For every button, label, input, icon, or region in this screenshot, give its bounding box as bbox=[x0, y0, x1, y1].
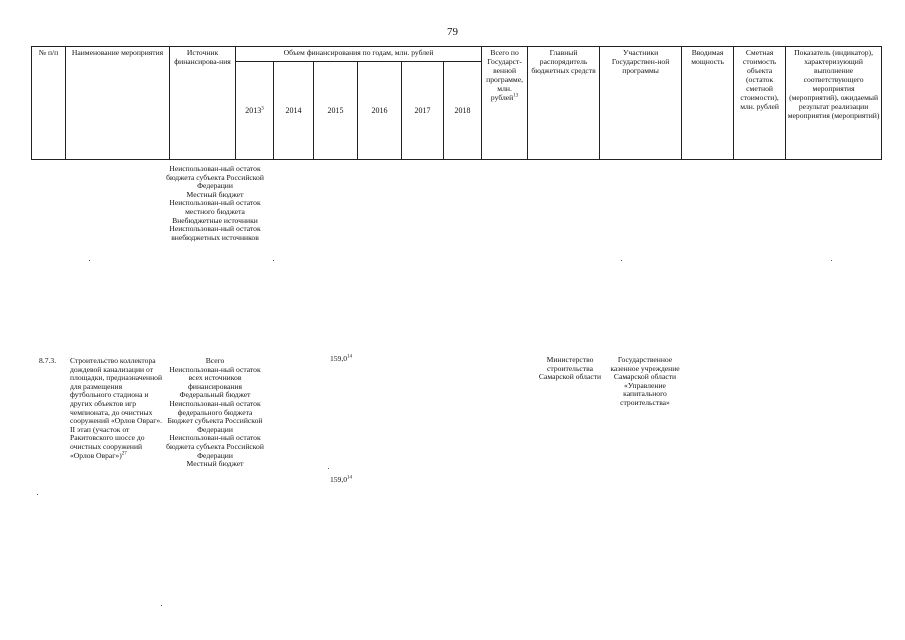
page-number: 79 bbox=[447, 26, 458, 38]
source-list-bottom bbox=[166, 357, 264, 469]
header-capacity: Вводимая мощность bbox=[682, 47, 734, 160]
header-main-manager: Главный распорядитель бюджетных средств bbox=[528, 47, 600, 160]
table-header bbox=[31, 46, 881, 160]
header-year-2013: 2013$^3$ bbox=[236, 62, 274, 160]
source-item: Бюджет субъекта Российской Федерации bbox=[167, 416, 263, 434]
header-participants: Участники Государствен-ной программы bbox=[600, 47, 682, 160]
scan-dot bbox=[621, 260, 622, 261]
main-manager-value: Министерство строительства Самарской области bbox=[538, 355, 602, 382]
scan-dot bbox=[328, 468, 329, 469]
item-name: Строительство коллектора дождевой канализации от площадки, предназначенной для размещения футбольного стадиона и других объектов игр чемпионата, до очистных сооружений «Орлов Овраг». II этап (участок от Ракитовского шоссе до очистных сооружений «Орлов Овраг»)$^{27}$ bbox=[70, 356, 163, 460]
source-item: Внебюджетные источники bbox=[172, 215, 258, 225]
header-name: Наименование мероприятия bbox=[66, 47, 170, 160]
header-estimated-cost: Сметная стоимость объекта (остаток сметной стоимости), млн. рублей bbox=[734, 47, 786, 160]
header-source: Источник финансирова-ния bbox=[170, 47, 236, 160]
header-total: Всего по Государст-венной программе, млн. рублей$^{13}$ bbox=[482, 47, 528, 160]
scan-dot bbox=[161, 605, 162, 606]
participant-value: Государственное казенное учреждение Самарской области «Управление капитального строительства» bbox=[610, 355, 680, 407]
table-body bbox=[31, 165, 881, 635]
scan-dot bbox=[273, 260, 274, 261]
source-item: Федеральный бюджет bbox=[179, 390, 251, 400]
header-year-2018: 2018 bbox=[444, 62, 482, 160]
source-item: Неиспользован-ный остаток всех источников финансирования bbox=[169, 364, 261, 391]
source-item: Местный бюджет bbox=[186, 459, 244, 469]
header-year-2017: 2017 bbox=[402, 62, 444, 160]
source-list-top bbox=[166, 165, 264, 242]
value-regional-2015: 159,0$^{14}$ bbox=[329, 475, 353, 484]
scan-dot bbox=[89, 260, 90, 261]
source-item: Неиспользован-ный остаток федерального бюджета bbox=[169, 398, 261, 417]
source-item: Неиспользован-ный остаток внебюджетных источников bbox=[169, 224, 261, 242]
header-year-2015: 2015 bbox=[314, 62, 358, 160]
item-number: 8.7.3. bbox=[39, 356, 57, 365]
header-indicator: Показатель (индикатор), характеризующий выполнение соответствующего мероприятия (мероприятий), ожидаемый результат реализации мероприятия (мероприятий) bbox=[786, 47, 882, 160]
header-year-2016: 2016 bbox=[358, 62, 402, 160]
value-total-2015: 159,0$^{14}$ bbox=[329, 354, 353, 363]
source-item: Всего bbox=[205, 356, 225, 365]
source-item: Неиспользован-ный остаток местного бюджета bbox=[169, 198, 261, 216]
header-num: № п/п bbox=[32, 47, 66, 160]
scan-dot bbox=[37, 494, 38, 495]
header-year-2014: 2014 bbox=[274, 62, 314, 160]
source-item: Неиспользован-ный остаток бюджета субъекта Российской Федерации bbox=[166, 433, 264, 460]
scan-dot bbox=[831, 260, 832, 261]
header-funding-group: Объем финансирования по годам, млн. рублей bbox=[236, 47, 482, 62]
source-item: Местный бюджет bbox=[186, 189, 244, 199]
source-item: Неиспользован-ный остаток бюджета субъекта Российской Федерации bbox=[166, 164, 264, 191]
